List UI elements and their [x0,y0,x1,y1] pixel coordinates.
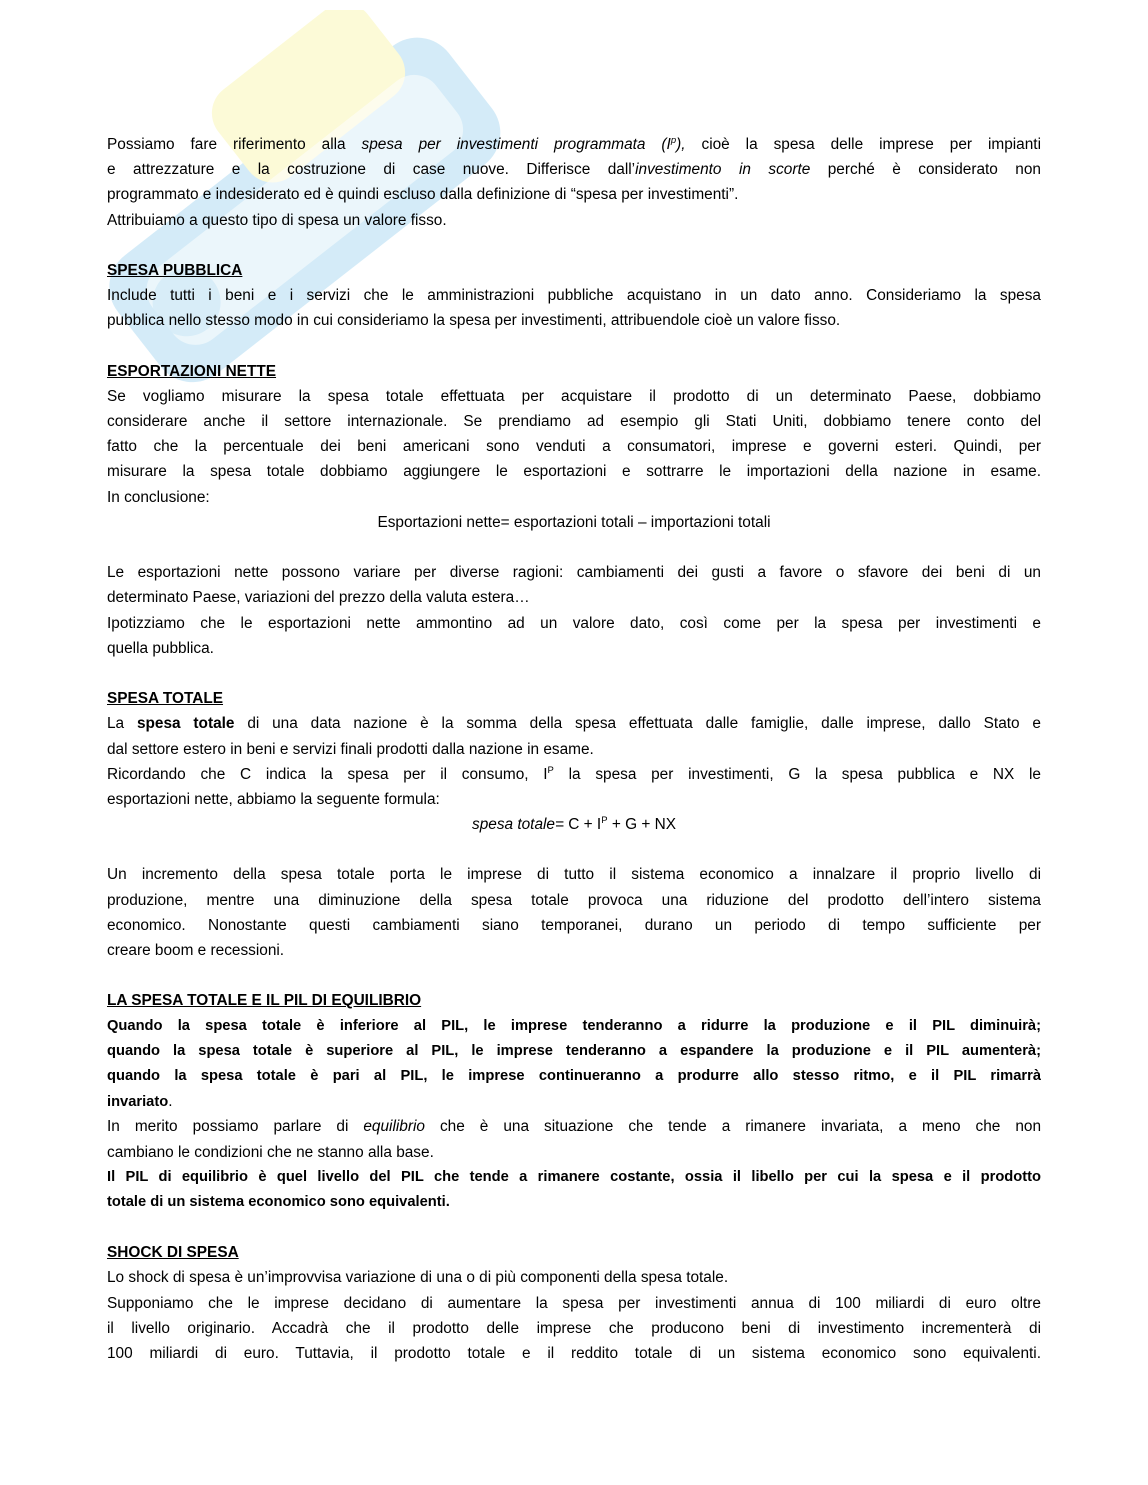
italic-term: spesa per investimenti programmata (I [361,136,671,153]
text-line [107,762,1041,787]
text-segment: la spesa per investimenti, G la spesa pubblica e NX le [553,765,1041,783]
text-line: In conclusione: [107,488,210,506]
text-line: 100 miliardi di euro. Tuttavia, il prodotto totale e il reddito totale di un sistema economico sono equivalenti. [107,1345,1041,1362]
text-line: Le esportazioni nette possono variare per diverse ragioni: cambiamenti dei gusti a favore o sfavore dei beni di un [107,564,1041,582]
text-line: esportazioni nette, abbiamo la seguente formula: [107,790,440,808]
text-line [107,157,1041,182]
text-segment: programmato e indesiderato ed è quindi escluso dalla definizione di “spesa per investimenti”. [107,186,739,204]
text-segment: Ricordando che C indica la spesa per il consumo, I [107,765,548,783]
text-segment: Possiamo fare riferimento alla [107,136,362,153]
text-line [107,182,1041,207]
text-line: quella pubblica. [107,639,214,657]
superscript: P [547,764,554,776]
text-segment: perché è considerato non [810,161,1041,179]
text-line: considerare anche il settore internazionale. Se prendiamo ad esempio gli Stati Uniti, dobbiamo tenere conto del [107,413,1041,431]
superscript: P [601,815,608,827]
text-segment: + G + NX [607,816,676,834]
blank-line [107,233,1041,258]
bold-text-line: quando la spesa totale è superiore al PIL, le imprese tenderanno a espandere la produzione e il PIL aumenterà; [107,1042,1041,1059]
blank-line [107,334,1041,359]
text-line: cambiano le condizioni che ne stanno alla base. [107,1143,434,1161]
text-line: Supponiamo che le imprese decidano di aumentare la spesa per investimenti annua di 100 miliardi di euro oltre [107,1294,1041,1312]
text-segment: Attribuiamo a questo tipo di spesa un valore fisso. [107,211,447,229]
formula-line: Esportazioni nette= esportazioni totali – importazioni totali [377,513,771,531]
text-line: Ipotizziamo che le esportazioni nette ammontino ad un valore dato, così come per la spesa per investimenti e [107,614,1041,632]
text-line [107,711,1041,736]
text-line: misurare la spesa totale dobbiamo aggiungere le esportazioni e sottrarre le importazioni della nazione in esame. [107,463,1041,481]
text-line: Include tutti i beni e i servizi che le amministrazioni pubbliche acquistano in un dato anno. Consideriamo la spesa [107,287,1041,305]
text-line: determinato Paese, variazioni del prezzo della valuta estera… [107,589,530,607]
document-page [107,132,1041,1366]
bold-text-line: quando la spesa totale è pari al PIL, le imprese continueranno a produrre allo stesso ritmo, e il PIL rimarrà [107,1067,1041,1084]
text-segment: di una data nazione è la somma della spesa effettuata dalle famiglie, dalle imprese, dallo Stato e [234,715,1041,733]
blank-line [107,963,1041,988]
italic-term: investimento in scorte [635,161,811,179]
text-line [107,208,1041,233]
bold-term: spesa totale [136,715,235,733]
text-line: il livello originario. Accadrà che il prodotto delle imprese che producono beni di investimento incrementerà di [107,1319,1041,1337]
text-line: creare boom e recessioni. [107,942,285,959]
bold-text-line: Quando la spesa totale è inferiore al PIL, le imprese tenderanno a ridurre la produzione e il PIL diminuirà; [107,1017,1041,1034]
text-line: Se vogliamo misurare la spesa totale effettuata per acquistare il prodotto di un determinato Paese, dobbiamo [107,387,1041,405]
text-line: fatto che la percentuale dei beni americani sono venduti a consumatori, imprese e governi esteri. Quindi, per [107,438,1041,456]
text-line: produzione, mentre una diminuzione della spesa totale provoca una riduzione del prodotto dell’intero sistema [107,891,1041,909]
blank-line [107,661,1041,686]
text-line [107,132,1041,157]
text-line [107,1089,1041,1114]
text-line: Un incremento della spesa totale porta le imprese di tutto il sistema economico a innalzare il proprio livello di [107,866,1041,884]
section-heading: LA SPESA TOTALE E IL PIL DI EQUILIBRIO [107,992,422,1010]
text-segment: che è una situazione che tende a rimanere invariata, a meno che non [424,1118,1041,1136]
text-segment: La [107,715,137,733]
bold-text-line: totale di un sistema economico sono equivalenti. [107,1193,450,1210]
bold-text-line: Il PIL di equilibrio è quel livello del PIL che tende a rimanere costante, ossia il libello per cui la spesa e il prodotto [107,1168,1041,1185]
blank-line [107,1215,1041,1240]
blank-line [107,837,1041,862]
section-heading: SPESA TOTALE [107,690,224,708]
superscript: p [670,135,677,146]
bold-term: invariato [107,1094,169,1111]
italic-term: spesa totale= [472,816,564,834]
formula-line [107,812,1041,837]
text-line [107,1114,1041,1139]
text-segment: e attrezzature e la costruzione di case nuove. Differisce dall’ [107,161,636,179]
italic-term: ), [676,136,686,153]
text-line: dal settore estero in beni e servizi finali prodotti dalla nazione in esame. [107,740,594,758]
blank-line [107,535,1041,560]
text-line: pubblica nello stesso modo in cui consideriamo la spesa per investimenti, attribuendole cioè un valore fisso. [107,312,841,330]
italic-term: equilibrio [363,1118,425,1136]
text-segment: C + I [563,816,602,834]
section-heading: SPESA PUBBLICA [107,261,243,279]
text-line: economico. Nonostante questi cambiamenti siano temporanei, durano un periodo di tempo sufficiente per [107,916,1041,934]
section-heading: SHOCK DI SPESA [107,1244,239,1262]
section-heading: ESPORTAZIONI NETTE [107,362,277,380]
text-line: Lo shock di spesa è un’improvvisa variazione di una o di più componenti della spesa totale. [107,1269,729,1287]
text-segment: In merito possiamo parlare di [107,1118,364,1136]
text-segment: cioè la spesa delle imprese per impianti [685,136,1041,153]
text-segment: . [168,1093,173,1111]
